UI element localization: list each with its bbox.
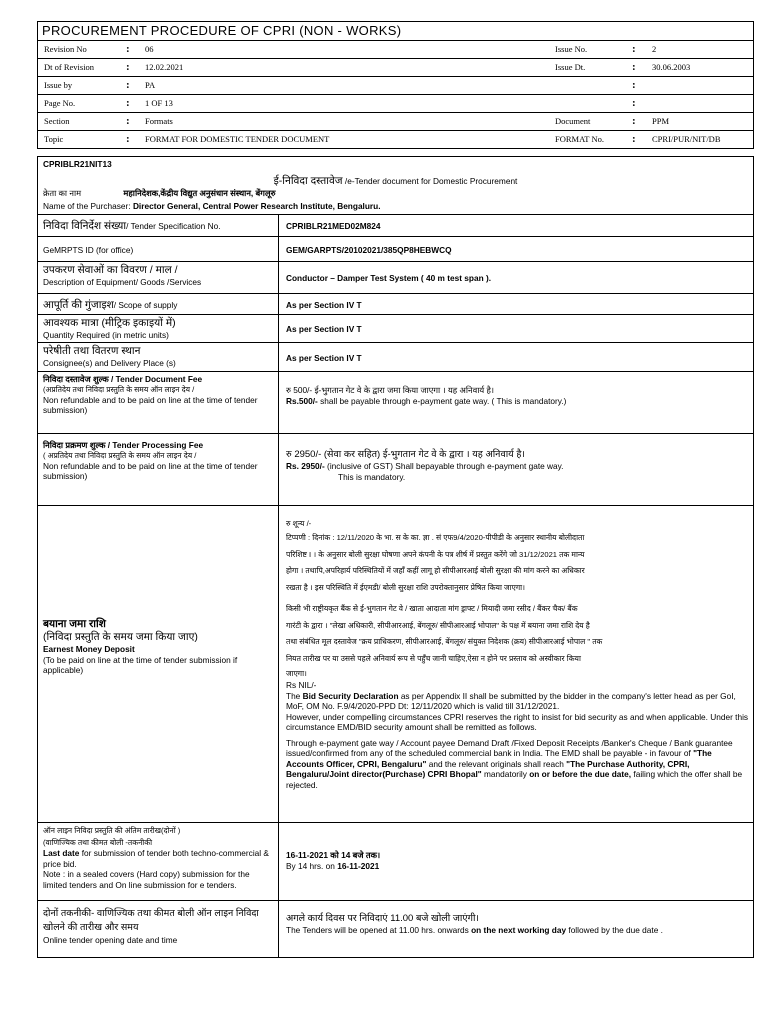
header-label: Dt of Revision bbox=[44, 62, 95, 72]
last-date-value bbox=[280, 823, 753, 900]
emd-bid-security: Bid Security Declaration bbox=[302, 690, 399, 701]
header-label: Issue by bbox=[44, 80, 73, 90]
row-processing-fee bbox=[38, 433, 753, 505]
emd-payee: "The Accounts Officer, CPRI, Bengaluru" bbox=[286, 748, 712, 769]
emd-text: The bbox=[286, 690, 303, 701]
header-label: FORMAT No. bbox=[555, 134, 604, 144]
quantity-value: As per Section IV T bbox=[286, 324, 362, 335]
row-description bbox=[38, 261, 753, 293]
quantity-label-en: Quantity Required (in metric units) bbox=[43, 330, 169, 340]
spec-label-en: / Tender Specification No. bbox=[126, 221, 221, 232]
emd-payment-hi: तथा संबंधित मूल दस्तावेज "क्रय प्राधिकरण, सीपीआरआई, बेंगलूरु/ संयुक्त निदेशक (क्रय) सीपीआरआई भोपाल " तक bbox=[286, 637, 603, 646]
colon: : bbox=[632, 133, 636, 145]
emd-text: and the relevant originals shall reach bbox=[426, 758, 567, 769]
emd-payment-hi: किसी भी राष्ट्रीयकृत बैंक से ई-भुगतान गेट वे / खाता आदाता मांग ड्राफ्ट / मियादी जमा रसीद / बैंकर चैक/ बैंक bbox=[286, 604, 578, 613]
emd-amount-hi: रु शून्य /- bbox=[286, 519, 312, 528]
scope-label-hi: आपूर्ति की गुंजाइश bbox=[43, 298, 114, 311]
colon: : bbox=[632, 43, 636, 55]
quantity-label bbox=[38, 315, 279, 342]
doc-title bbox=[38, 171, 753, 189]
last-date-value-en: By 14 hrs. on bbox=[286, 860, 338, 871]
emd-payment-hi: गारंटी के द्वारा । "लेखा अधिकारी, सीपीआरआई, बेंगलूरु/ सीपीआरआई भोपाल" के पक्ष में बयाना जमा राशि देय है bbox=[286, 620, 590, 630]
last-date-date: 16-11-2021 bbox=[337, 860, 380, 871]
emd-circumstances: However, under compelling circumstances CPRI reserves the right to insist for bid security as and when applicable. Under this circumstance EMD/BID security amount shall be remitted as follows. bbox=[286, 711, 749, 732]
emd-label bbox=[38, 506, 279, 822]
colon: : bbox=[126, 133, 130, 145]
processing-fee-note-en: Non refundable and to be paid on line at the time of tender submission) bbox=[43, 460, 258, 481]
header-label: Topic bbox=[44, 134, 64, 144]
header-value: Formats bbox=[145, 116, 173, 126]
emd-note-hi: परिशिष्ट I । के अनुसार बोली सुरक्षा घोषणा अपने कंपनी के पत्र शीर्ष में प्रस्तुत करेंगे जो 31/12/2021 तक मान्य bbox=[286, 549, 585, 559]
consignee-value: As per Section IV T bbox=[286, 352, 362, 363]
scope-label bbox=[38, 294, 279, 314]
emd-authority: "The Purchase Authority, CPRI, Bengaluru/Joint director(Purchase) CPRI Bhopal" bbox=[286, 758, 690, 779]
emd-label-hi-note: (निविदा प्रस्तुति के समय जमा किया जाए) bbox=[43, 631, 198, 643]
colon: : bbox=[126, 115, 130, 127]
colon: : bbox=[126, 43, 130, 55]
header-label: Document bbox=[555, 116, 591, 126]
emd-label-hi: बयाना जमा राशि bbox=[43, 618, 106, 630]
description-label-en: Description of Equipment/ Goods /Services bbox=[43, 277, 202, 287]
scope-value: As per Section IV T bbox=[286, 299, 362, 310]
doc-title-hi: ई-निविदा दस्तावेज bbox=[273, 175, 343, 187]
tender-fee-label bbox=[38, 372, 279, 433]
colon: : bbox=[632, 97, 636, 109]
row-tender-fee bbox=[38, 371, 753, 433]
purchaser-hi-value: महानिदेशक,केंद्रीय विद्युत अनुसंधान संस्थान, बेंगलूरु bbox=[123, 188, 276, 198]
processing-fee-label-hi: निविदा प्रक्रमण शुल्क bbox=[43, 440, 106, 450]
emd-label-en: Earnest Money Deposit bbox=[43, 644, 135, 654]
header-value: PA bbox=[145, 80, 156, 90]
emd-text: failing which the offer shall be rejected. bbox=[286, 769, 743, 790]
doc-title-en: /e-Tender document for Domestic Procurement bbox=[342, 176, 518, 186]
spec-label bbox=[38, 215, 279, 236]
quantity-label-hi: आवश्यक मात्रा (मीट्रिक इकाइयों में) bbox=[43, 317, 176, 329]
header-value: CPRI/PUR/NIT/DB bbox=[652, 134, 721, 144]
header-value: FORMAT FOR DOMESTIC TENDER DOCUMENT bbox=[145, 134, 330, 144]
opening-label-hi: दोनों तकनीकी- वाणिज्यिक तथा कीमत बोली ऑन लाइन निविदा खोलने की तारीख और समय bbox=[43, 908, 259, 933]
tender-fee-label-en: / Tender Document Fee bbox=[108, 374, 203, 384]
header-value: PPM bbox=[652, 116, 670, 126]
emd-due-date: on or before the due date, bbox=[529, 769, 632, 779]
purchaser-en bbox=[43, 201, 381, 212]
colon: : bbox=[632, 115, 636, 127]
row-opening bbox=[38, 900, 753, 958]
description-label-hi: उपकरण सेवाओं का विवरण / माल / bbox=[43, 264, 178, 276]
processing-fee-note-hi: ( अप्रतिदेय तथा निविदा प्रस्तुति के समय ऑन लाइन देय / bbox=[43, 450, 197, 460]
last-date-label-hi: ऑन लाइन निविदा प्रस्तुति की अंतिम तारीख(दोनों ) bbox=[43, 826, 181, 835]
header-value: 30.06.2003 bbox=[652, 62, 691, 72]
row-last-date bbox=[38, 822, 753, 900]
processing-fee-mandatory: This is mandatory. bbox=[338, 471, 406, 482]
tender-table bbox=[37, 156, 754, 958]
header-label: Issue Dt. bbox=[555, 62, 586, 72]
processing-fee-label bbox=[38, 434, 279, 505]
emd-label-en-note: (To be paid on line at the time of tender submission if applicable) bbox=[43, 654, 238, 675]
opening-value bbox=[280, 901, 753, 958]
row-consignee bbox=[38, 342, 753, 371]
last-date-label-en: Last date bbox=[43, 848, 80, 858]
processing-fee-label-en: / Tender Processing Fee bbox=[105, 440, 204, 450]
purchaser-en-value: Director General, Central Power Research Institute, Bengaluru. bbox=[132, 201, 381, 211]
row-gem bbox=[38, 236, 753, 261]
emd-text: Through e-payment gate way / Account payee Demand Draft /Fixed Deposit Receipts /Banker's Cheque / Bank guarantee issued/confirmed from any of the scheduled commercial bank in India. The EMD shall be payable - in favour of bbox=[286, 737, 733, 758]
header-row-date bbox=[38, 59, 753, 77]
row-scope bbox=[38, 293, 753, 314]
header-row-section bbox=[38, 113, 753, 131]
processing-fee-value-hi: रु 2950/- (सेवा कर सहित) ई-भुगतान गेट वे के द्वारा । यह अनिवार्य है। bbox=[286, 449, 525, 460]
purchaser-en-label: Name of the Purchaser: bbox=[43, 201, 133, 211]
colon: : bbox=[126, 61, 130, 73]
gem-value: GEM/GARPTS/20102021/385QP8HEBWCQ bbox=[286, 244, 452, 255]
header-row-topic bbox=[38, 131, 753, 148]
row-spec-no bbox=[38, 214, 753, 236]
doc-code: CPRIBLR21NIT13 bbox=[43, 159, 112, 169]
emd-amount-en: Rs NIL/- bbox=[286, 680, 317, 690]
opening-value-en: followed by the due date . bbox=[566, 925, 663, 935]
tender-fee-value-hi: रु 500/- ई-भुगतान गेट वे के द्वारा जमा किया जाएगा । यह अनिवार्य है। bbox=[286, 385, 495, 395]
header-value: 1 OF 13 bbox=[145, 98, 173, 108]
header-label: Page No. bbox=[44, 98, 76, 108]
opening-label bbox=[38, 901, 279, 958]
colon: : bbox=[126, 97, 130, 109]
last-date-value-hi: 16-11-2021 को 14 बजे तक। bbox=[286, 850, 381, 860]
header-label: Section bbox=[44, 116, 70, 126]
purchaser-hi-label: क्रेता का नाम bbox=[43, 188, 82, 198]
header-row-issue-by bbox=[38, 77, 753, 95]
tender-fee-label-hi: निविदा दस्तावेज शुल्क bbox=[43, 374, 109, 384]
last-date-label bbox=[38, 823, 279, 900]
emd-payment-hi: जाएगा। bbox=[286, 669, 307, 678]
last-date-note: Note : in a sealed covers (Hard copy) submission for the limited tenders and On line submission for e tenders. bbox=[43, 869, 250, 890]
tender-fee-value-en: shall be payable through e-payment gate way. ( This is mandatory.) bbox=[317, 395, 567, 406]
header-value: 2 bbox=[652, 44, 657, 54]
emd-value bbox=[280, 506, 753, 822]
last-date-label-hi-note: (वाणिज्यिक तथा कीमत बोली -तकनीकी bbox=[43, 838, 153, 847]
emd-payment-hi: नियत तारीख पर या उससे पहले अनिवार्य रूप से पहुँच जानी चाहिए,ऐसा न होने पर प्रस्ताव को अस्वीकार किया bbox=[286, 653, 581, 663]
opening-label-en: Online tender opening date and time bbox=[43, 935, 178, 945]
tender-fee-note-en: Non refundable and to be paid on line at the time of tender submission) bbox=[43, 394, 258, 415]
emd-note-hi: होगा । तथापि,अपरिहार्य परिस्थितियों में जहाँ कहीं लागू हो सीपीआरआई बोली सुरक्षा की मांग करने का अधिकार bbox=[286, 566, 585, 575]
header-title: PROCUREMENT PROCEDURE OF CPRI (NON - WORKS) bbox=[38, 22, 753, 41]
tender-fee-amount: Rs.500/- bbox=[286, 395, 318, 406]
processing-fee-value bbox=[280, 434, 753, 505]
tender-fee-note-hi: (अप्रतिदेय तथा निविदा प्रस्तुति के समय ऑन लाइन देय / bbox=[43, 384, 195, 394]
emd-note-hi: रखता है । इस परिस्थिति में ईएमडी/ बोली सुरक्षा राशि उपरोक्तानुसार प्रेषित किया जाएगा। bbox=[286, 582, 525, 592]
tender-fee-value bbox=[280, 372, 753, 433]
document-header bbox=[37, 21, 754, 149]
consignee-label bbox=[38, 343, 279, 371]
consignee-label-en: Consignee(s) and Delivery Place (s) bbox=[43, 358, 176, 368]
header-value: 12.02.2021 bbox=[145, 62, 184, 72]
processing-fee-amount: Rs. 2950/- bbox=[286, 461, 325, 471]
spec-label-hi: निविदा विनिर्देश संख्या bbox=[43, 220, 127, 232]
description-value: Conductor – Damper Test System ( 40 m test span ). bbox=[286, 273, 492, 284]
header-row-revision bbox=[38, 41, 753, 59]
header-label: Revision No bbox=[44, 44, 87, 54]
colon: : bbox=[632, 79, 636, 91]
consignee-label-hi: परेषीती तथा वितरण स्थान bbox=[43, 345, 141, 357]
header-label: Issue No. bbox=[555, 44, 588, 54]
emd-text: as per Appendix II shall be submitted by the bidder in the company's letter head as per GoI, MoF, OM No. F.9/4/2020-PPD Dt: 12/11/2020 which is valid till 31/12/2021. bbox=[286, 690, 736, 711]
scope-label-en: / Scope of supply bbox=[113, 299, 178, 310]
emd-note-hi: टिप्पणी : दिनांक : 12/11/2020 के भा. स के का. ज्ञा . सं एफ9/4/2020-पीपीडी के अनुसार स्थानीय बोलीदाता bbox=[286, 533, 585, 542]
header-row-page bbox=[38, 95, 753, 113]
spec-value: CPRIBLR21MED02M824 bbox=[286, 221, 381, 232]
opening-value-hi: अगले कार्य दिवस पर निविदाएं 11.00 बजे खोली जाएंगी। bbox=[286, 913, 480, 924]
purchaser-hi bbox=[43, 188, 276, 199]
colon: : bbox=[126, 79, 130, 91]
opening-working-day: on the next working day bbox=[471, 925, 567, 935]
last-date-label-en-note: for submission of tender both techno-commercial & price bid. bbox=[43, 848, 269, 869]
emd-text: mandatorily bbox=[481, 769, 530, 779]
row-emd bbox=[38, 505, 753, 822]
description-label bbox=[38, 262, 279, 293]
colon: : bbox=[632, 61, 636, 73]
gem-label: GeMRPTS ID (for office) bbox=[38, 237, 279, 261]
header-value: 06 bbox=[145, 44, 154, 54]
processing-fee-value-en: (inclusive of GST) Shall bepayable through e-payment gate way. bbox=[324, 461, 564, 471]
opening-value-en: The Tenders will be opened at 11.00 hrs. onwards bbox=[286, 925, 472, 935]
row-quantity bbox=[38, 314, 753, 342]
